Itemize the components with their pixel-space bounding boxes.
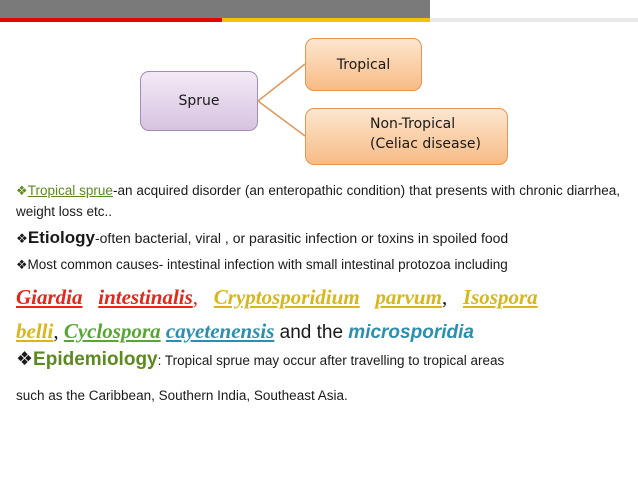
organism-belli: belli [16, 319, 54, 343]
diagram-node-sprue-label: Sprue [178, 93, 220, 109]
diagram-node-non-tropical-line2: (Celiac disease) [370, 136, 481, 152]
term-tropical-sprue: Tropical sprue [27, 183, 113, 198]
epidemiology-label: Epidemiology [33, 349, 158, 370]
diagram-node-non-tropical-line1: Non-Tropical [370, 116, 456, 132]
paragraph-epidemiology [16, 350, 620, 371]
etiology-text: -often bacterial, viral , or parasitic infection or toxins in spoiled food [94, 230, 509, 246]
organism-comma: , [441, 285, 448, 309]
organism-cryptosporidium: Cryptosporidium [213, 285, 360, 309]
organism-parvum: parvum [375, 285, 442, 309]
epidemiology-text: : Tropical sprue may occur after travelling to tropical areas [157, 353, 505, 368]
paragraph-etiology [16, 228, 620, 249]
diagram-node-tropical [305, 38, 422, 91]
diagram-node-non-tropical [305, 108, 508, 165]
diagram-node-tropical-label: Tropical [336, 56, 391, 73]
organism-cayetenensis: cayetenensis [165, 319, 275, 343]
organism-comma: , [192, 285, 199, 309]
diagram-node-sprue [140, 71, 258, 131]
paragraph-common-causes [16, 255, 620, 275]
organism-microsporidia: microsporidia [348, 322, 474, 343]
etiology-label: Etiology [27, 228, 95, 247]
bullet-icon: ❖ [16, 349, 34, 370]
connector-to-non-tropical [258, 101, 305, 136]
bullet-icon: ❖ [16, 231, 28, 246]
organism-isospora: Isospora [462, 285, 538, 309]
tropical-sprue-definition: -an acquired disorder (an enteropathic condition) that presents with chronic diarrhea, weight loss etc.. [16, 183, 621, 219]
organism-cyclospora: Cyclospora [63, 319, 161, 343]
bullet-icon: ❖ [16, 257, 28, 272]
organism-giardia: Giardia [16, 285, 83, 309]
organism-comma: , [53, 319, 59, 343]
paragraph-tropical-sprue [16, 180, 620, 222]
and-the-text: and the [279, 322, 344, 343]
bullet-icon: ❖ [16, 183, 28, 198]
common-causes-text: Most common causes- intestinal infection with small intestinal protozoa including [27, 257, 508, 272]
organism-list [16, 280, 620, 350]
epidemiology-regions-text: such as the Caribbean, Southern India, Southeast Asia. [16, 388, 348, 403]
paragraph-epidemiology-continued [16, 386, 620, 406]
organism-intestinalis: intestinalis [98, 285, 193, 309]
connector-to-tropical [258, 64, 305, 101]
